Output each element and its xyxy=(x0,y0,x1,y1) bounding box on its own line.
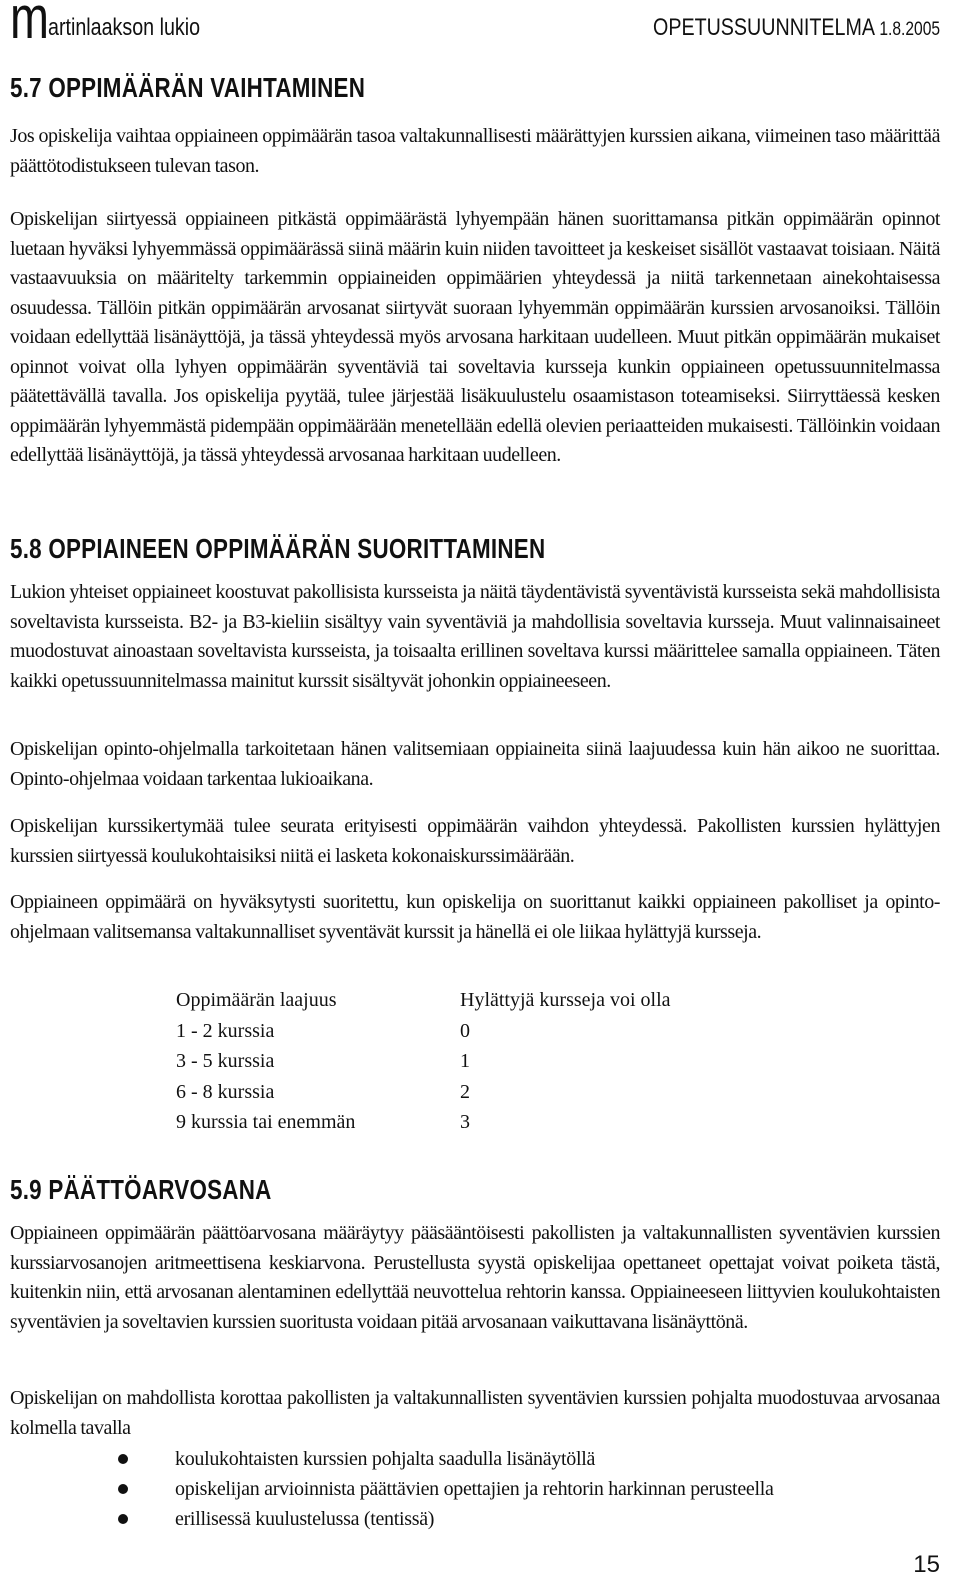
paragraph: Opiskelijan on mahdollista korottaa pakollisten ja valtakunnallisten syventävien kurssien pohjalta muodostuvaa arvosanaa kolmella tavalla xyxy=(10,1387,940,1439)
table-header-scope: Oppimäärän laajuus xyxy=(176,989,337,1011)
table-cell: 3 - 5 kurssia xyxy=(176,1050,275,1072)
table-cell: 3 xyxy=(460,1111,470,1133)
page-header xyxy=(10,0,940,60)
list-item-text: opiskelijan arvioinnista päättävien opettajien ja rehtorin harkinnan perusteella xyxy=(175,1478,774,1500)
table-header-failed: Hylättyjä kursseja voi olla xyxy=(460,989,671,1011)
paragraph: Opiskelijan siirtyessä oppiaineen pitkästä oppimäärästä lyhyempään hänen suorittamansa pitkän oppimäärän opinnot luetaan hyväksi lyhyemmässä oppimäärässä siinä määrin kuin niiden tavoitteet ja keskeiset sisällöt vastaavat toisiaan. Näitä vastaavuuksia on määritelty tarkemmin oppiaineiden oppimäärien yhteydessä ja niitä tarkennetaan ainekohtaisessa osuudessa. Tällöin pitkän oppimäärän arvosanat siirtyvät suoraan lyhyemmän oppimäärän kurssien arvosanoiksi. Tällöin voidaan edellyttää lisänäyttöjä, ja tässä yhteydessä myös arvosana harkitaan uudelleen. Muut pitkän oppimäärän mukaiset opinnot voivat olla lyhyen oppimäärän syventäviä tai soveltavia kursseja kunkin oppiaineen opetussuunnitelmassa päätettävällä tavalla. Jos opiskelija pyytää, tulee järjestää lisäkuulustelu osaamistason toteamiseksi. Siirryttäessä kesken oppimäärän lyhyemmästä pidempään oppimäärään menetellään edellä olevien periaatteiden mukaisesti. Tällöinkin voidaan edellyttää lisänäyttöjä, ja tässä yhteydessä arvosanaa harkitaan uudelleen. xyxy=(10,208,940,466)
bullet-icon xyxy=(118,1514,128,1524)
document-title-text: OPETUSSUUNNITELMA xyxy=(652,14,874,41)
paragraph: Opiskelijan kurssikertymää tulee seurata erityisesti oppimäärän vaihdon yhteydessä. Pakollisten kurssien hylättyjen kurssien siirtyessä koulukohtaisiksi niitä ei lasketa kokonaiskurssimäärään. xyxy=(10,815,940,867)
section-heading-5-7: 5.7 OPPIMÄÄRÄN VAIHTAMINEN xyxy=(10,72,366,103)
document-title xyxy=(653,14,940,44)
school-logo-initial: m xyxy=(10,0,49,51)
table-cell: 6 - 8 kurssia xyxy=(176,1080,275,1103)
table-cell: 2 xyxy=(460,1080,470,1103)
bullet-icon xyxy=(118,1484,128,1494)
bullet-icon xyxy=(118,1454,128,1464)
paragraph: Opiskelijan opinto-ohjelmalla tarkoitetaan hänen valitsemiaan oppiaineita siinä laajuudessa kuin hän aikoo ne suorittaa. Opinto-ohjelmaa voidaan tarkentaa lukioaikana. xyxy=(10,738,940,790)
table-cell: 9 kurssia tai enemmän xyxy=(176,1111,356,1133)
paragraph: Jos opiskelija vaihtaa oppiaineen oppimäärän tasoa valtakunnallisesti määrättyjen kurssien aikana, viimeinen taso määrittää päättötodistukseen tulevan tason. xyxy=(10,125,940,177)
page-number: 15 xyxy=(913,1551,940,1578)
paragraph: Lukion yhteiset oppiaineet koostuvat pakollisista kursseista ja näitä täydentävistä syventävistä kursseista sekä mahdollisista soveltavista kursseista. B2- ja B3-kieliin sisältyy vain syventäviä ja mahdollisia soveltavia kursseja. Muut valinnaisaineet muodostuvat ainoastaan soveltavista kursseista, ja toisaalta erillinen soveltava kurssi määrittelee samalla oppiaineen. Täten kaikki opetussuunnitelmassa mainitut kurssit sisältyvät johonkin oppiaineeseen. xyxy=(10,581,940,692)
list-item-text: erillisessä kuulustelussa (tentissä) xyxy=(175,1508,435,1530)
table-cell: 1 xyxy=(460,1050,470,1072)
section-heading-5-9: 5.9 PÄÄTTÖARVOSANA xyxy=(10,1174,272,1205)
list-item-text: koulukohtaisten kurssien pohjalta saadulla lisänäytöllä xyxy=(175,1448,596,1470)
document-date: 1.8.2005 xyxy=(879,19,940,40)
paragraph: Oppiaineen oppimäärä on hyväksytysti suoritettu, kun opiskelija on suorittanut kaikki oppiaineen pakolliset ja opinto-ohjelmaan valitsemansa valtakunnalliset syventävät kurssit ja hänellä ei ole liikaa hylättyjä kursseja. xyxy=(10,891,940,943)
table-cell: 0 xyxy=(460,1019,470,1042)
section-heading-5-8: 5.8 OPPIAINEEN OPPIMÄÄRÄN SUORITTAMINEN xyxy=(10,533,546,564)
paragraph: Oppiaineen oppimäärän päättöarvosana määräytyy pääsääntöisesti pakollisten ja valtakunnallisten syventävien kurssien kurssiarvosanojen aritmeettisena keskiarvona. Perustellusta syystä opiskelijaa opettaneet opettajat voivat poiketa tästä, kuitenkin niin, että arvosanan alentaminen edellyttää neuvottelua rehtorin kanssa. Oppiaineeseen liittyvien koulukohtaisten syventävien ja soveltavien kurssien suoritusta voidaan pitää arvosanaan vaikuttavana lisänäyttönä. xyxy=(10,1222,940,1333)
school-name: artinlaakson lukio xyxy=(48,14,201,41)
table-cell: 1 - 2 kurssia xyxy=(176,1019,275,1042)
